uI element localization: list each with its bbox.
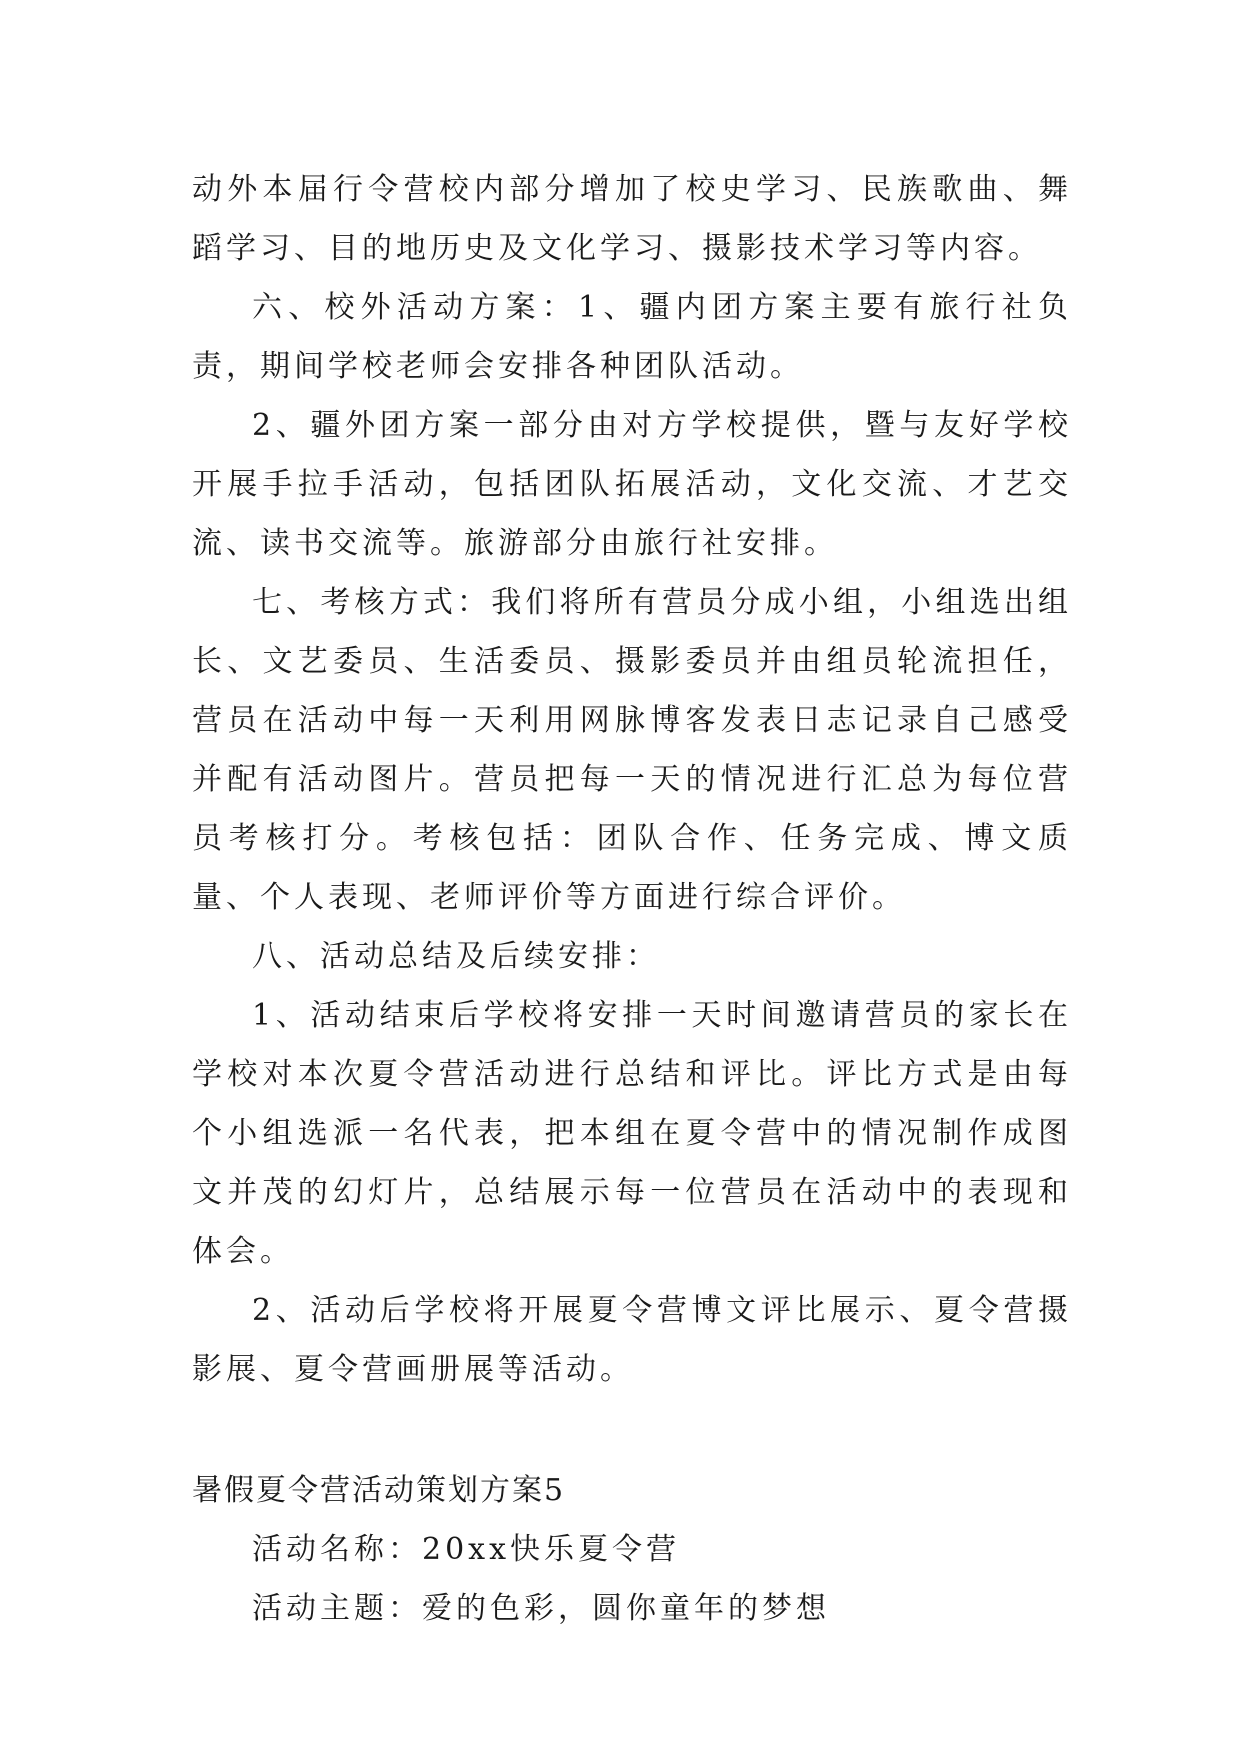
section-title: 暑假夏令营活动策划方案5 — [192, 1473, 566, 1508]
paragraph-6: 1、活动结束后学校将安排一天时间邀请营员的家长在学校对本次夏令营活动进行总结和评比。评比方式是由每个小组选派一名代表，把本组在夏令营中的情况制作成图文并茂的幻灯片，总结展示每一位营员在活动中的表现和体会。 — [192, 998, 1072, 1269]
paragraph-5: 八、活动总结及后续安排： — [252, 939, 660, 974]
paragraph-1: 动外本届行令营校内部分增加了校史学习、民族歌曲、舞蹈学习、目的地历史及文化学习、摄影技术学习等内容。 — [192, 172, 1072, 266]
paragraph-7: 2、活动后学校将开展夏令营博文评比展示、夏令营摄影展、夏令营画册展等活动。 — [192, 1293, 1072, 1387]
paragraph-3: 2、疆外团方案一部分由对方学校提供，暨与友好学校开展手拉手活动，包括团队拓展活动，文化交流、才艺交流、读书交流等。旅游部分由旅行社安排。 — [192, 408, 1072, 561]
paragraph-4: 七、考核方式：我们将所有营员分成小组，小组选出组长、文艺委员、生活委员、摄影委员并由组员轮流担任，营员在活动中每一天利用网脉博客发表日志记录自己感受并配有活动图片。营员把每一天的情况进行汇总为每位营员考核打分。考核包括：团队合作、任务完成、博文质量、个人表现、老师评价等方面进行综合评价。 — [192, 585, 1072, 915]
paragraph-activity-name: 活动名称：20xx快乐夏令营 — [252, 1532, 681, 1567]
paragraph-activity-theme: 活动主题：爱的色彩，圆你童年的梦想 — [252, 1591, 830, 1626]
paragraph-2: 六、校外活动方案：1、疆内团方案主要有旅行社负责，期间学校老师会安排各种团队活动。 — [192, 290, 1072, 384]
document-body — [192, 160, 1072, 1638]
